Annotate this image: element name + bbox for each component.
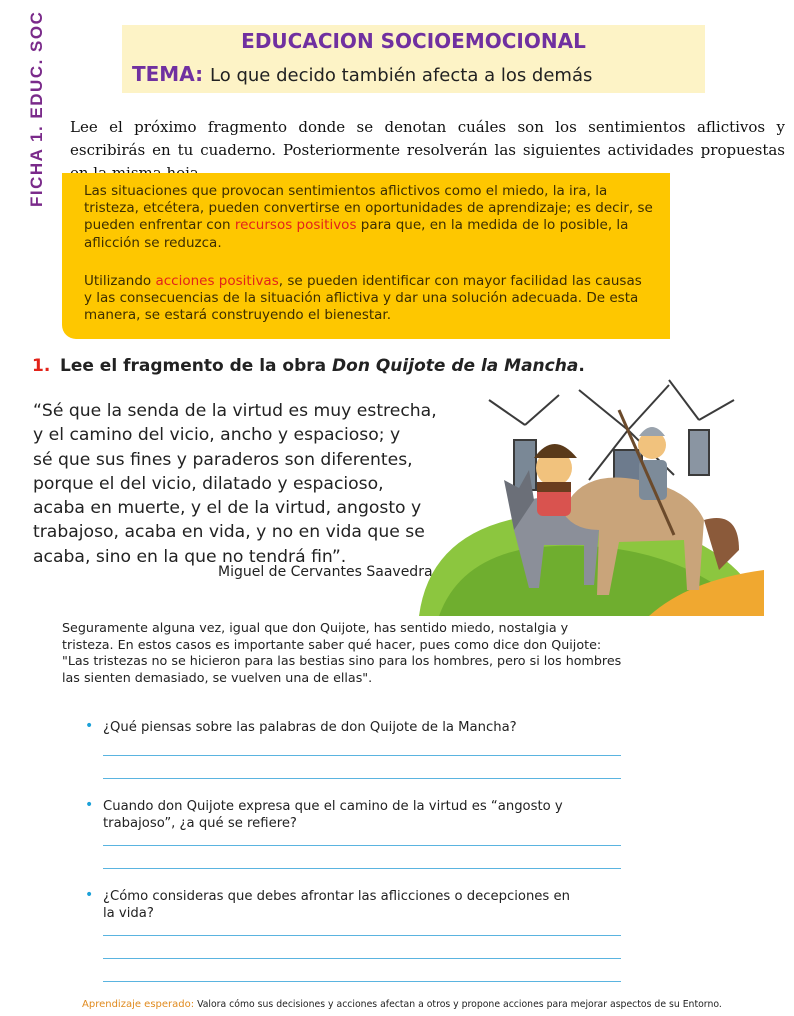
answer-line[interactable] (103, 981, 621, 982)
tema-row: TEMA: Lo que decido también afecta a los demás (132, 62, 593, 86)
reflection-paragraph: Seguramente alguna vez, igual que don Quijote, has sentido miedo, nostalgia y tristeza. En estos casos es importante saber qué hacer, pues como dice don Quijote: "Las tristezas no se hicieron para las bestias sino para los hombres, pero si los hombres las sienten demasiado, se vuelven una de ellas". (62, 620, 622, 685)
question-text: ¿Qué piensas sobre las palabras de don Quijote de la Mancha? (103, 720, 517, 735)
quote-block (33, 399, 438, 569)
question-number: 1. (32, 356, 51, 376)
question-text: ¿Cómo consideras que debes afrontar las aflicciones o decepciones en la vida? (103, 889, 570, 921)
header-box (122, 25, 705, 93)
page-title: EDUCACION SOCIOEMOCIONAL (241, 29, 586, 53)
quote-line: acaba en muerte, y el de la virtud, angosto y (33, 498, 422, 519)
quote-line: porque el del vicio, dilatado y espacioso, (33, 473, 384, 494)
quote-line: sé que sus fines y paraderos son diferentes, (33, 449, 413, 470)
info-paragraph-1: Las situaciones que provocan sentimientos aflictivos como el miedo, la ira, la tristeza, etcétera, pueden convertirse en oportunidades de aprendizaje; es decir, se pueden enfrentar con recursos positivos para que, en la medida de lo posible, la aflicción se reduzca. (84, 183, 653, 251)
answer-line[interactable] (103, 755, 621, 756)
instructions: Lee el próximo fragmento donde se denotan cuáles son los sentimientos aflictivos y escribirás en tu cuaderno. Posteriormente resolverán las siguientes actividades propuestas (70, 118, 785, 159)
answer-line[interactable] (103, 868, 621, 869)
quote-line: acaba, sino en la que no tendrá fin”. (33, 546, 347, 567)
info-paragraph-2: Utilizando acciones positivas, se pueden identificar con mayor facilidad las causas y las consecuencias de la situación aflictiva y dar una solución adecuada. De esta manera, se estará construyendo el bienestar. (84, 273, 642, 324)
question-title: Lee el fragmento de la obra Don Quijote de la Mancha. (60, 356, 585, 376)
bullet-icon: • (85, 797, 94, 813)
quote-line: trabajoso, acaba en vida, y no en vida que se (33, 522, 425, 543)
quote-line: y el camino del vicio, ancho y espacioso; y (33, 425, 401, 446)
don-quijote-illustration (419, 370, 767, 616)
answer-line[interactable] (103, 778, 621, 779)
answer-line[interactable] (103, 845, 621, 846)
answer-line[interactable] (103, 935, 621, 936)
question-text: Cuando don Quijote expresa que el camino de la virtud es “angosto y trabajoso”, ¿a qué se refiere? (103, 799, 563, 831)
highlight-acciones: acciones positivas (155, 273, 279, 289)
info-box (62, 173, 670, 339)
highlight-recursos: recursos positivos (234, 217, 357, 234)
tema-label: TEMA (132, 62, 196, 86)
tema-text: Lo que decido también afecta a los demás (210, 65, 593, 86)
quote-author: Miguel de Cervantes Saavedra (218, 564, 433, 580)
footer (82, 999, 722, 1010)
bullet-icon: • (85, 887, 94, 903)
footer-label: Aprendizaje esperado: (82, 999, 195, 1010)
footer-text: Valora cómo sus decisiones y acciones afectan a otros y propone acciones para mejorar aspectos de su Entorno. (194, 999, 722, 1010)
quote-line: “Sé que la senda de la virtud es muy estrecha, (33, 401, 437, 421)
answer-line[interactable] (103, 958, 621, 959)
bullet-icon: • (85, 718, 94, 734)
side-label: FICHA 1. EDUC. SOC (27, 10, 46, 207)
